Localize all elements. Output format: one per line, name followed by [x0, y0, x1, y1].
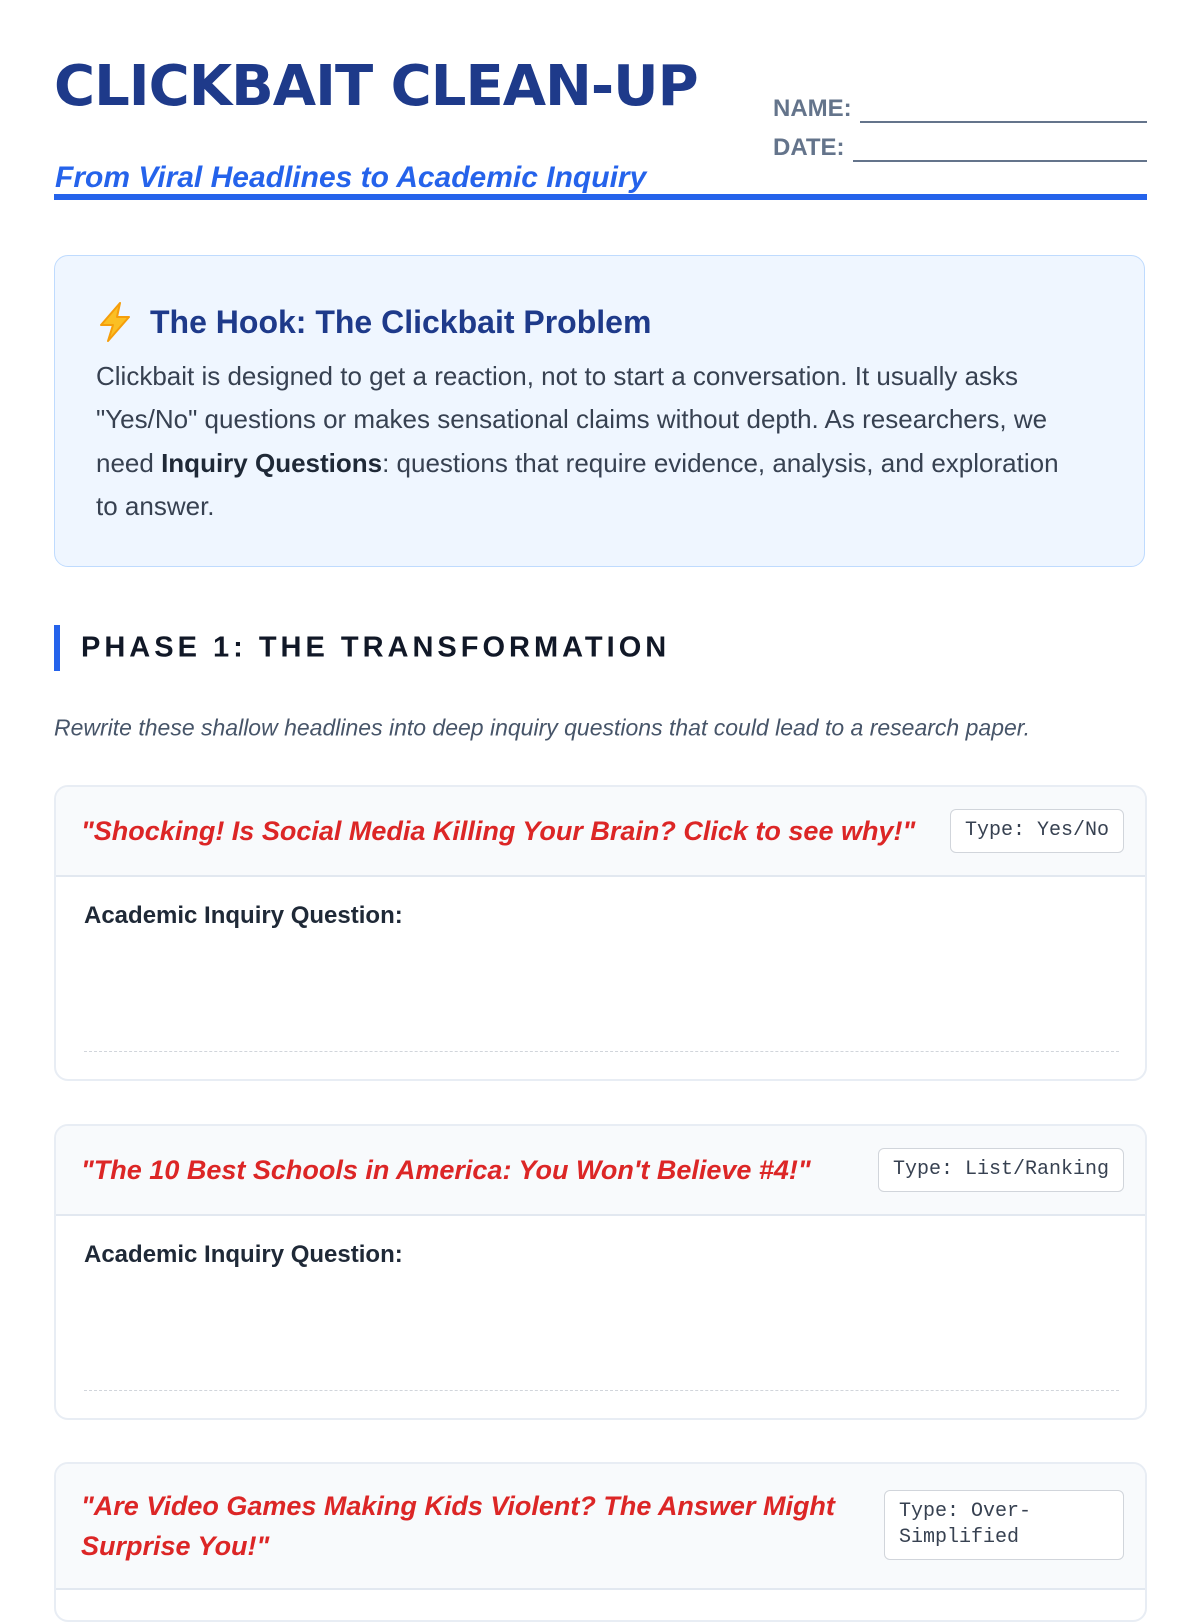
- card-header: [56, 787, 1145, 877]
- card-header: [56, 1126, 1145, 1216]
- answer-label: Academic Inquiry Question:: [84, 1241, 403, 1268]
- hook-text-intro: Clickbait is designed to get a reaction, not to start a conversation. It usually asks "Yes/No" questions or makes sensational claims without depth. As researchers, we need: [96, 361, 1048, 478]
- header-divider: [54, 194, 1147, 200]
- date-line[interactable]: [853, 140, 1147, 162]
- hook-text: [96, 355, 1086, 529]
- date-field[interactable]: [773, 134, 1147, 162]
- clickbait-headline: "Are Video Games Making Kids Violent? The Answer Might Surprise You!": [81, 1491, 835, 1561]
- headline-card: [54, 785, 1147, 1081]
- lightning-bolt-icon: [96, 302, 134, 342]
- card-header: [56, 1464, 1145, 1590]
- hook-text-outro: : questions that require evidence, analysis, and exploration to answer.: [96, 447, 1059, 522]
- answer-label: Academic Inquiry Question:: [84, 902, 403, 929]
- name-line[interactable]: [860, 101, 1147, 123]
- type-badge: Type: List/Ranking: [878, 1148, 1124, 1192]
- worksheet-header: [54, 52, 1147, 200]
- name-label: NAME:: [773, 95, 852, 122]
- phase-title: PHASE 1: THE TRANSFORMATION: [81, 631, 671, 664]
- page-subtitle: From Viral Headlines to Academic Inquiry: [55, 161, 647, 194]
- hook-title: The Hook: The Clickbait Problem: [150, 303, 652, 340]
- name-field[interactable]: [773, 95, 1147, 123]
- headline-card: [54, 1124, 1147, 1420]
- hook-box: [54, 255, 1145, 567]
- headline-card: [54, 1462, 1147, 1622]
- type-badge: Type: Over-Simplified: [884, 1490, 1124, 1560]
- date-label: DATE:: [773, 134, 845, 161]
- page-title: CLICKBAIT CLEAN-UP: [54, 54, 698, 119]
- phase-accent-bar: [54, 625, 60, 671]
- type-badge: Type: Yes/No: [950, 809, 1124, 853]
- answer-line[interactable]: [84, 1051, 1119, 1052]
- phase-instructions: Rewrite these shallow headlines into deep inquiry questions that could lead to a research paper.: [54, 714, 1030, 741]
- hook-heading: [96, 302, 651, 342]
- clickbait-headline: "Shocking! Is Social Media Killing Your Brain? Click to see why!": [81, 816, 916, 846]
- answer-line[interactable]: [84, 1390, 1119, 1391]
- hook-text-emphasis: Inquiry Questions: [161, 447, 383, 478]
- clickbait-headline: "The 10 Best Schools in America: You Won't Believe #4!": [81, 1155, 811, 1185]
